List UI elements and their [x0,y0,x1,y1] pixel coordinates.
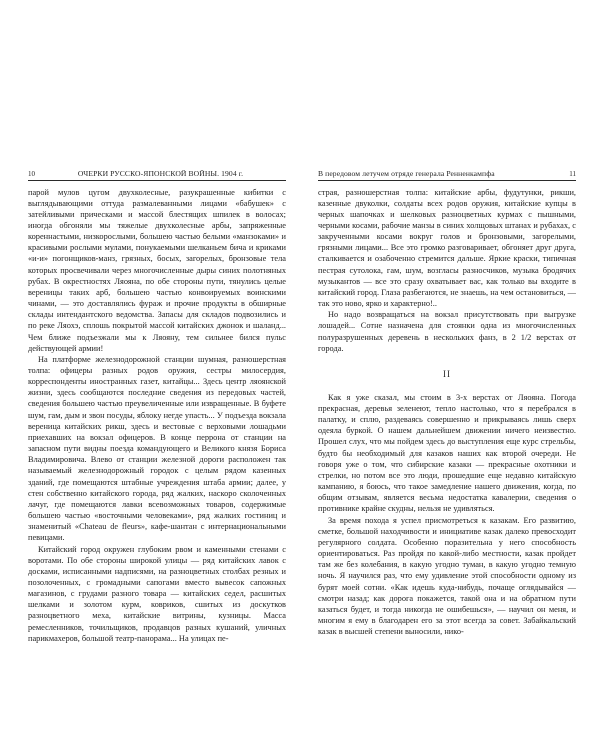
right-running-title: В передовом летучем отряде генерала Ренненкампфа [318,170,495,178]
left-page-number: 10 [28,170,35,178]
right-paragraph: Но надо возвращаться на вокзал присутствовать при выгрузке лошадей... Сотне назначена для стоянки одна из многочисленных полуразрушенных деревень в нескольких фанз, в 2 1/2 верстах от города. [318,310,576,353]
right-page-number: 11 [569,170,576,178]
right-running-head [318,170,576,181]
left-running-head [28,170,286,181]
left-paragraph: Китайский город окружен глубоким рвом и каменными стенами с воротами. По обе стороны широкой улицы — ряд китайских лавок с досками, исписанными надписями, на разноцветных столбах резных и позолоченных, с громадными сапогами вместо вывесок сапожных магазинов, с грудами разного товара — китайских седел, расшитых шелками и золотом курм, ковриков, сшитых из доскутков разноцветного меха, китайские витрины, кузницы. Масса ремесленников, точильщиков, продавцов разных кушаний, уличных парикмахеров, большой театр-панорама... На улицах пе- [28,544,286,643]
right-paragraph: Как я уже сказал, мы стоим в 3-х верстах от Ляояна. Погода прекрасная, деревья зеленеют, тепло настолько, что я перебрался в палатку, и сплю, раздеваясь совершенно и прикрываясь лишь сверх одеяла буркой. О нашем дальнейшем движении ничего неизвестно. Прошел слух, что мы пойдем здесь до выступления еще курс стрельбы, будто бы необходимый для казаков наших как второй очереди. Не говоря уже о том, что сибирские казаки — прекрасные охотники и стрелки, но потом все это люди, прошедшие еще недавно китайскую кампанию, я боюсь, что такое замедление нашего движения, когда, по общим отзывам, является весьма недостатка кавалерии, сведения о противнике крайне скудны, нельзя не удивляться. [318,392,576,514]
right-page [318,170,576,730]
left-running-title: ОЧЕРКИ РУССКО-ЯПОНСКОЙ ВОЙНЫ. 1904 г. [77,170,244,178]
right-paragraph: страя, разношерстная толпа: китайские арбы, фудутунки, рикши, казенные двуколки, солдаты всех родов оружия, китайские купцы в черных шапочках и шелковых разноцветных курмах с пышными, черными косами, рабочие манзы в синих холщовых штанах и рубахах, с закрученными косами вокруг голов и бронзовыми, загорелыми, грязными лицами... Все это громко разговаривает, обгоняет друг друга, сталкивается и озабоченно стремится дальше. Яркие краски, типичная пестрая сутолока, гам, шум, возгласы разносчиков, музыка бродячих музыкантов — все это сразу охватывает вас, как только вы входите в китайский город. Глаза разбегаются, не знаешь, на чем остановиться, — так это ново, ярко и характерно!.. [318,187,576,309]
left-page [28,170,286,730]
left-paragraph: парой мулов цугом двухколесные, разукрашенные кибитки с выглядывающими оттуда размалеванными лицами «бабушек» с затейливыми прическами и массой блестящих шпилек в волосах; иногда обгоняли мы тяжелые двухколесные арбы, запряженные кореннастыми, низкорослыми, большею частью белыми «манзоками» и красивыми рослыми мулами, понукаемыми шелканьем бича и криками «и-и» погонщиков-манз, грязных, босых, загорелых, бронзовые тела которых просвечивали через многочисленные дыры синих полотняных рубах. В окрестностях Ляояна, по обе стороны пути, тянулись целые вереницы таких арб, большею частью конвоируемых воинскими чинами, — это доставлялись фураж и прочие продукты в обширные склады интендантского ведомства. Запасы для складов подвозились и по реке Ляохэ, сплошь покрытой массой китайских джонок и шаланд... Чем ближе подъезжали мы к Ляояну, тем сильнее бился пульс действующей армии! [28,187,286,353]
right-paragraph: За время похода я успел присмотреться к казакам. Его развитию, сметке, большой находчивости и инициативе казак далеко превосходит регулярного солдата. Особенно поразительна у него способность ориентироваться. Раз пройдя по какой-либо местности, казак пройдет там же без колебания, в какую угодно туман, в какую угодно темную ночь. Я научился раз, что ему удивление этой способности одному из бурят моей сотни. «Как идешь куда-нибудь, почаще оглядывайся — смотри назад; как дорога покажется, такой она и на обратном пути казаться будет, и тогда никогда не ошибешься», — научил он меня, и многим я ему в благодарен его за этот всегда за совет. Забайкальский казак в высшей степени выносили, нико- [318,515,576,637]
chapter-heading: II [443,368,451,379]
left-paragraph: На платформе железнодорожной станции шумная, разношерстная толпа: офицеры разных родов оружия, сестры милосердия, корреспонденты иностранных газет, китайцы... Здесь центр ляоянской жизни, здесь сообщаются последние сведения из передовых частей, сведения большею частью преувеличенные или извращенные. В буфете шум, гам, дым и звон посуды, яблоку негде упасть... У подъезда вокзала вереница китайских рикш, здесь и вестовые с верховыми лошадьми приехавших на вокзал офицеров. В конце перрона от станции на запасном пути видны поезда командующего и Великого князя Бориса Владимировича. Влево от станции железной дороги расположен так называемый железнодорожный городок с целым рядом казенных зданий, где помещаются штабные учреждения штаба армии; далее, у стен собственно китайского города, ряд жалких, наскоро сколоченных лачуг, где помещаются лавки всевозможных товаров, содержимые большею частью «восточными человеками», ряд жалких гостиниц и знаменитый «Chateau de fleurs», кафе-шантан с интернациональными певицами. [28,354,286,543]
